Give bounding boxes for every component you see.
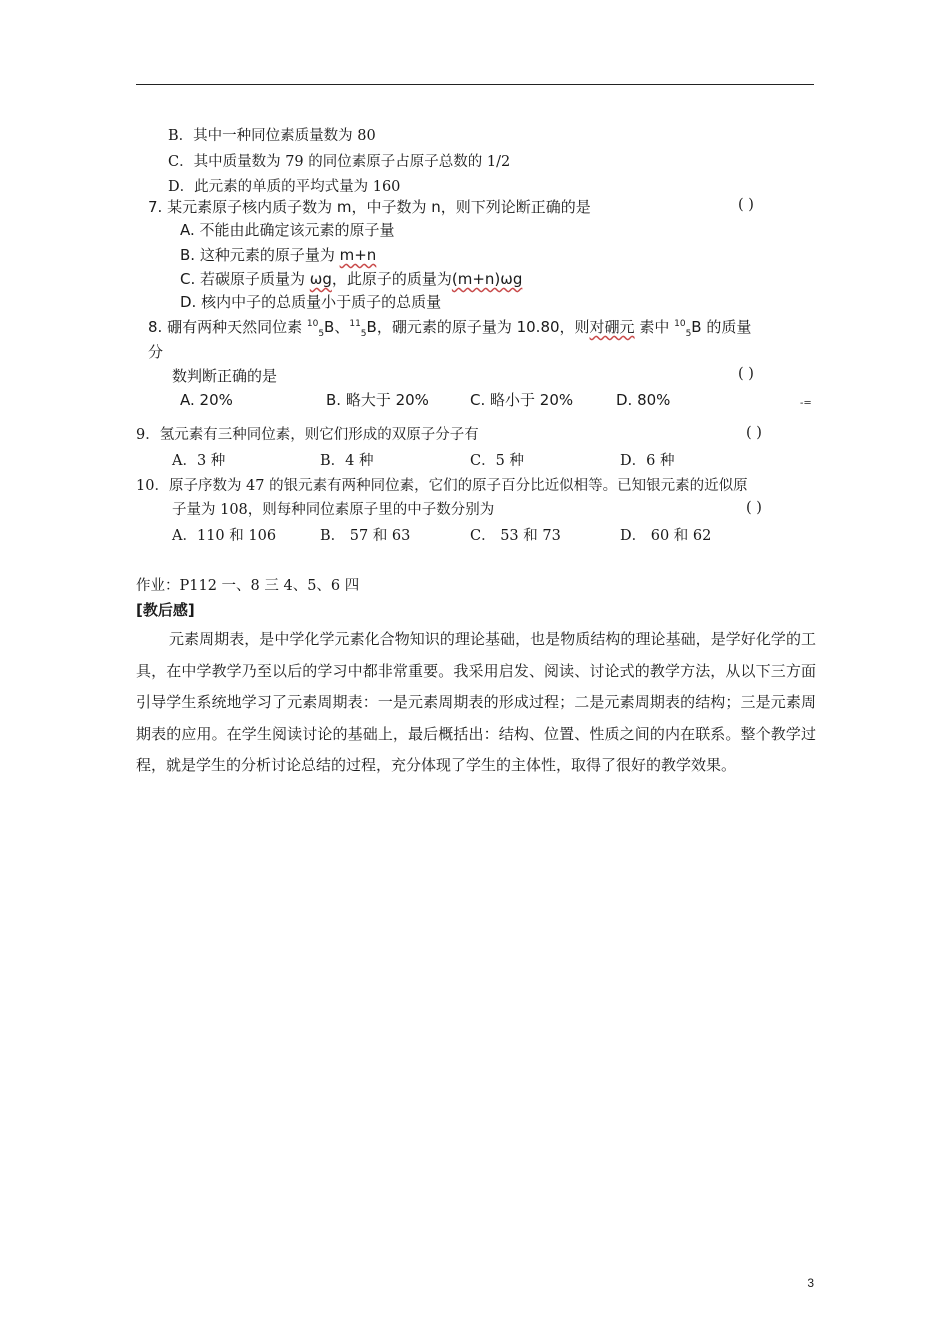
q7-option-b bbox=[180, 245, 376, 265]
q7-option-c-expr: (m+n)ωg bbox=[451, 270, 523, 288]
q8-option-b: B. 略大于 20% bbox=[326, 391, 429, 409]
q8-option-a: A. 20% bbox=[180, 391, 233, 409]
q6-option-d: D．此元素的单质的平均式量为 160 bbox=[168, 179, 401, 195]
q8-iso3-mass: 10 bbox=[674, 319, 686, 329]
q8-iso2-symbol: B，硼元素的原子量为 10.80，则 bbox=[366, 318, 590, 336]
reflection-heading: [教后感] bbox=[136, 601, 195, 619]
q8-option-c: C. 略小于 20% bbox=[470, 391, 574, 409]
q8-iso3-z: 5 bbox=[685, 329, 692, 339]
q10-answer-paren: ( ) bbox=[746, 500, 762, 516]
q10-stem-line1: 10．原子序数为 47 的银元素有两种同位素，它们的原子百分比近似相等。已知银元素的近似原 bbox=[136, 478, 748, 494]
q7-stem: 7. 某元素原子核内质子数为 m，中子数为 n，则下列论断正确的是 bbox=[148, 198, 591, 216]
q9-option-b: B．4 种 bbox=[320, 453, 374, 469]
q8-stem-mid: 素中 bbox=[634, 318, 675, 336]
q7-option-c-w: ωg bbox=[309, 270, 332, 288]
q9-option-d: D．6 种 bbox=[620, 453, 675, 469]
q10-option-c: C． 53 和 73 bbox=[470, 528, 561, 544]
q8-iso1-symbol: B、 bbox=[324, 318, 350, 336]
q9-option-c: C．5 种 bbox=[470, 453, 524, 469]
q9-stem: 9．氢元素有三种同位素，则它们形成的双原子分子有 bbox=[136, 427, 479, 443]
q7-answer-paren: ( ) bbox=[738, 197, 754, 213]
q10-option-b: B． 57 和 63 bbox=[320, 528, 411, 544]
q9-answer-paren: ( ) bbox=[746, 425, 762, 441]
q10-option-d: D． 60 和 62 bbox=[620, 528, 712, 544]
q6-option-c: C．其中质量数为 79 的同位素原子占原子总数的 1/2 bbox=[168, 154, 511, 170]
q7-option-b-expr: m+n bbox=[339, 246, 377, 264]
q8-option-d: D. 80% bbox=[616, 391, 671, 409]
q8-stem-underlined: 对硼元 bbox=[589, 318, 635, 336]
q8-stem-wrap: 分 bbox=[148, 343, 164, 361]
q8-iso2-mass: 11 bbox=[349, 319, 361, 329]
q9-option-a: A．3 种 bbox=[172, 453, 226, 469]
q10-option-a: A．110 和 106 bbox=[172, 528, 277, 544]
q8-iso1-z: 5 bbox=[318, 329, 325, 339]
reflection-paragraph: 元素周期表，是中学化学元素化合物知识的理论基础，也是物质结构的理论基础，是学好化学的工具，在中学教学乃至以后的学习中都非常重要。我采用启发、阅读、讨论式的教学方法，从以下三方面引导学生系统地学习了元素周期表：一是元素周期表的形成过程；二是元素周期表的结构；三是元素周期表的应用。在学生阅读讨论的基础上，最后概括出：结构、位置、性质之间的内在联系。整个教学过程，就是学生的分析讨论总结的过程，充分体现了学生的主体性，取得了很好的教学效果。 bbox=[136, 630, 816, 774]
q8-stem bbox=[148, 317, 751, 337]
q8-stem-line2: 数判断正确的是 bbox=[172, 367, 278, 385]
header-rule bbox=[136, 84, 814, 85]
q10-stem-line2: 子量为 108，则每种同位素原子里的中子数分别为 bbox=[172, 502, 495, 518]
q8-answer-paren: ( ) bbox=[738, 366, 754, 382]
homework-line: 作业：P112 一、8 三 4、5、6 四 bbox=[136, 578, 360, 594]
q8-iso2-z: 5 bbox=[360, 329, 367, 339]
q8-iso3-symbol: B 的质量 bbox=[691, 318, 752, 336]
q7-option-a: A. 不能由此确定该元素的原子量 bbox=[180, 221, 395, 239]
page-number: 3 bbox=[807, 1276, 814, 1290]
q7-option-c-text: C. 若碳原子质量为 bbox=[180, 270, 310, 288]
stray-mark: -= bbox=[800, 398, 812, 409]
q7-option-c-mid: ，此原子的质量为 bbox=[331, 270, 452, 288]
q8-stem-text: 8. 硼有两种天然同位素 bbox=[148, 318, 307, 336]
q7-option-b-text: B. 这种元素的原子量为 bbox=[180, 246, 340, 264]
q7-option-c bbox=[180, 269, 522, 289]
q6-option-b: B．其中一种同位素质量数为 80 bbox=[168, 128, 376, 144]
q7-option-d: D. 核内中子的总质量小于质子的总质量 bbox=[180, 293, 442, 311]
q8-iso1-mass: 10 bbox=[306, 319, 319, 329]
